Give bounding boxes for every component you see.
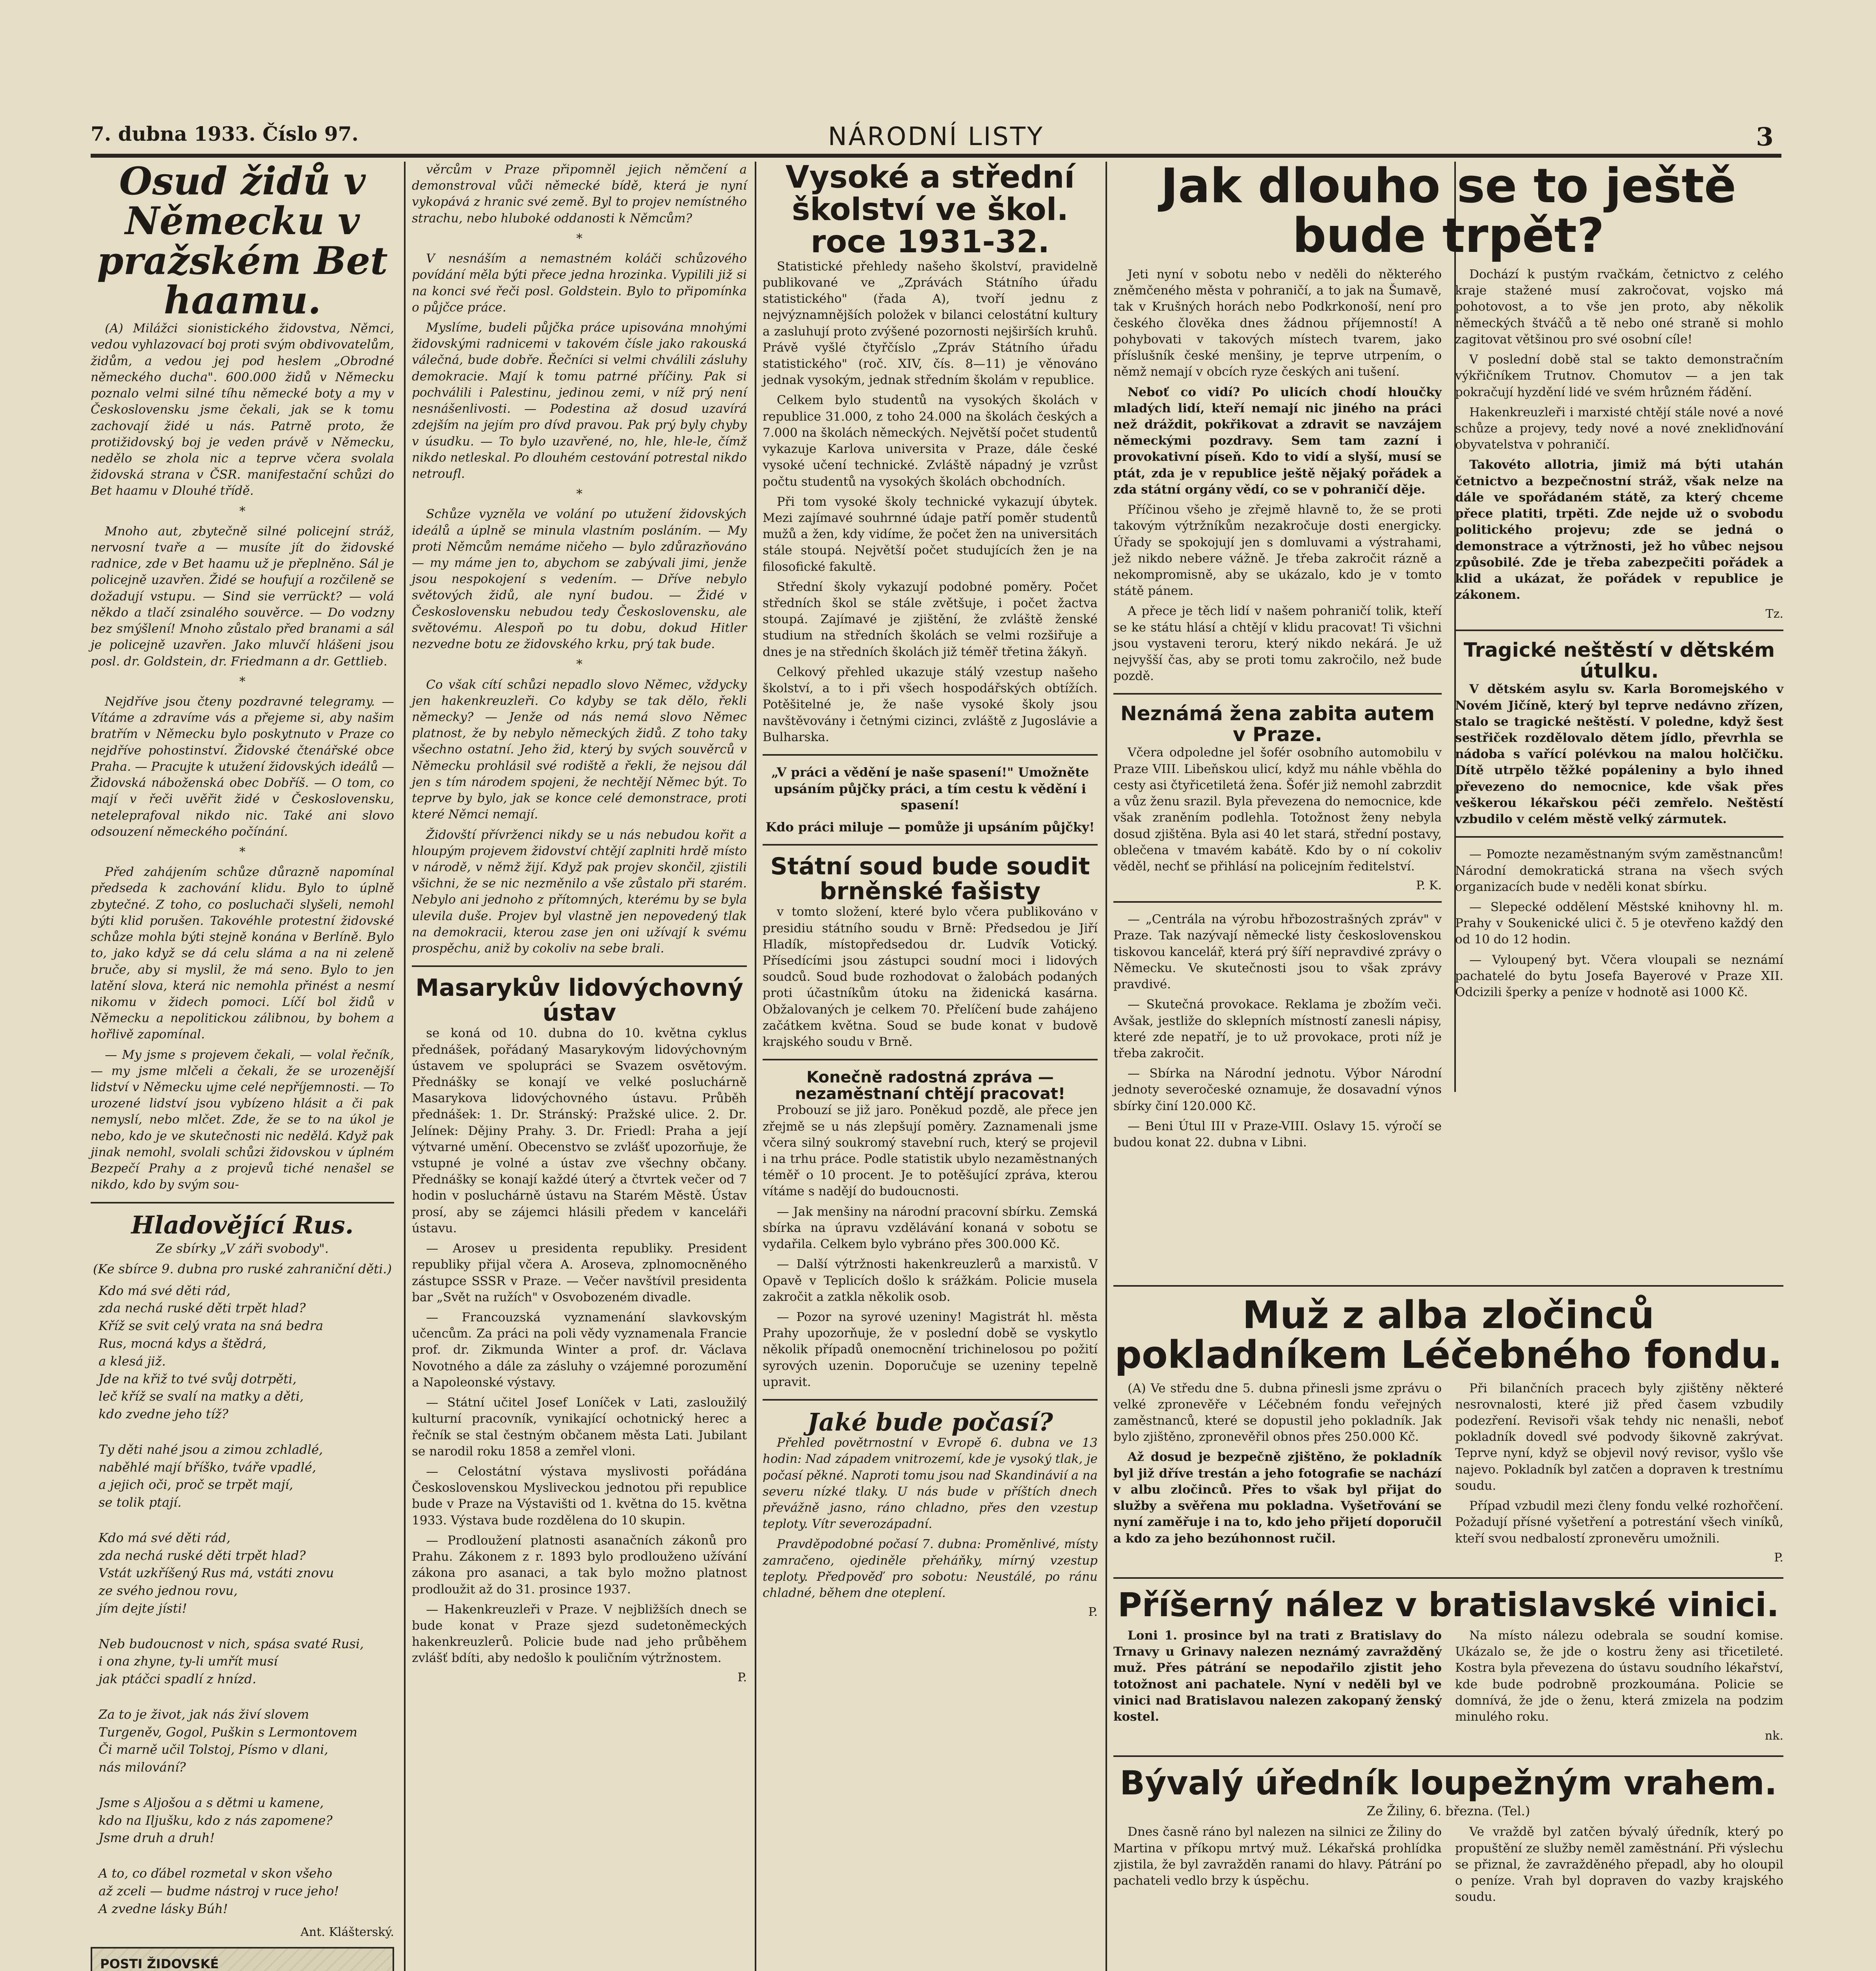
signature: P. <box>737 1670 747 1684</box>
news-item: — Hakenkreuzleři v Praze. V nejbližších dnech se bude konat v Praze sjezd sudetoněmeckých hakenkreuzlerů. Policie bude nad jeho průběhem zvlášť bdíti, aby nedošlo k pouličním výtržnostem. <box>412 1602 747 1665</box>
column-1 <box>91 159 394 1971</box>
news-item: — Sbírka na Národní jednotu. Výbor Národní jednoty severočeské oznamuje, že dosavadní výnos sbírky činí 120.000 Kč. <box>1113 1066 1442 1113</box>
paragraph: (A) Milážci sionistického židovstva, Němci, vedou vyhlazovací boj proti svým obdivovatelům, židům, a vedou jej pod heslem „Obrodné německého ducha". 600.000 židů v Německu poznalo velmi silné tíhu německé boty a my v Československu jsme čekali, jak se k tomu zachovají židé u nás. Patrně proto, že protižidovský boj je veden právě v Německu, nedělo se zhola nic a teprve včera svolala židovská strana v ČSR. manifestační schůzi do Bet haamu v Dlouhé třídě. <box>91 321 394 498</box>
column-rule <box>404 162 406 1971</box>
poem-subtitle: Ze sbírky „V záři svobody". <box>156 1241 329 1256</box>
article-osud-zidu-continued: věrcům v Praze připomněl jejich němčení a demonstroval vůči německé bídě, která je nyní vykopává z hranic své země. Byl to projev nemístného strachu, nebo hluboké oddanosti k Němcům? * V nesnáším a nemastném koláči schůzového povídání měla býti přece jedna hrozinka. Vypilili již si na konci své řeči posl. Goldstein. Bylo to připomínka o půjčce práce. Myslíme, budeli půjčka práce upisována mnohými židovskými radnicemi v takovém čísle jako rakouská válečná, bude dobře. Řečníci si velmi chválili zásluhy demokracie. Mají k tomu patrné příčiny. Pak si pochválili i Palestinu, jedinou zemi, v níž prý není nesnášenlivosti. — Podestina až dosud uzavírá zdejším na jejím pro dívd pravou. Pak prý byly chyby v úsudku. — To bylo uzavřené, no, hle, hle-le, čímž nikdo netleskal. Po dlouhém cestování potrestal nikdo netroufl. * Schůze vyzněla ve volání po utužení židovských ideálů a úplně se minula vlastním posláním. — My proti Němcům nemáme ničeho — bylo zdůrazňováno — my máme jen to, abychom se zabývali jimi, jenže jsou nespokojení s vedením. — Dříve nebylo světových židů, ale nyní budou. — Židé v Československu nebudou tedy Československu, ale světovému. Alespoň po tu dobu, dokud Hitler nezvedne botu ze židovského krku, prý tak bude. * Co však cítí schůzi nepadlo slovo Němec, vždycky jen hakenkreuzleři. Co kdyby se tak dělo, řekli německy? — Jenže od nás nemá slovo Němec platnost, že by nebylo německých židů. Z toho taky všechno ostatní. Jeho žid, který by svých souvěrců v Německu prohlásil své rodiště a řekli, že nejsou dál jen s tím národem spojeni, že nechtějí Němec být. To teprve by bylo, jak se konce celé demonstrace, proti které Němci nemají. Židovští přívrženci nikdy se u nás nebudou kořit a hloupým projevem židovství chtějí zaplniti hrdě místo v národě, v němž žijí. Když pak projev skončil, zjistili všichni, že se nic nezměnilo a vše zůstalo při starém. Nebylo ani jednoho z přítomných, kterému by se byla ulevila duše. Projev byl vlastně jen nepovedený tlak na demokracii, kterou zase jen oni užívají k svému prospěchu, aniž by cokoliv na sebe brali. <box>412 162 747 957</box>
paragraph: Židovští přívrženci nikdy se u nás nebudou kořit a hloupým projevem židovství chtějí zaplniti hrdě místo v národě, v němž žijí. Když pak projev skončil, zjistili všichni, že se nic nezměnilo a vše zůstalo při starém. Nebylo ani jednoho z přítomných, kterému by se byla ulevila duše. Projev byl vlastně jen nepovedený tlak na demokracii, kterou zase jen oni užívají k svému prospěchu, aniž by cokoliv na sebe brali. <box>412 827 747 956</box>
paragraph: Celkem bylo studentů na vysokých školách v republice 31.000, z toho 24.000 na školách českých a 7.000 na školách německých. Největší počet studentů vykazuje Karlova universita v Praze, dále české vysoké učení technické. Zvláště nápadný je vzrůst počtu studentů na vysokých školách obchodních. <box>763 393 1098 489</box>
news-item: — Pozor na syrové uzeniny! Magistrát hl. města Prahy upozorňuje, že v poslední době se vyskytlo několik případů onemocnění trichinelosou po požití syrových uzenin. Doporučuje se uzeniny tepelně upravit. <box>763 1310 1098 1389</box>
column-2 <box>412 162 747 1971</box>
news-item: — Vyloupený byt. Včera vloupali se neznámí pachatelé do bytu Josefa Bayerové v Praze XII. Odcizili šperky a peníze v hodnotě asi 1000 Kč. <box>1455 952 1783 1000</box>
paragraph: se koná od 10. dubna do 10. května cyklus přednášek, pořádaný Masarykovým lidovýchovným ústavem ve spolupráci se Svazem osvětovým. Přednášky se konají ve velké posluchárně Masarykova lidovýchovného ústavu. Průběh přednášek: 1. Dr. Stránský: Pražské ulice. 2. Dr. Jelínek: Dějiny Prahy. 3. Dr. Friedl: Praha a její výtvarné umění. Obecenstvo se zvlášť upozorňuje, že vstupné je volné a ústav zve všechny občany. Přednášky se konají každé úterý a čtvrtek večer od 7 hodin v posluchárně ústavu na Starém Městě. Ústav prosí, aby se zájemci hlásili předem v kanceláři ústavu. <box>412 1026 747 1235</box>
divider <box>1113 1285 1783 1287</box>
headline-tragicke-nestesti: Tragické neštěstí v dětském útulku. <box>1463 639 1775 682</box>
news-item: — Jak menšiny na národní pracovní sbírku. Zemská sbírka na úpravu vzdělávání konaná v sobotu se vydařila. Celkem bylo vybráno přes 300.000 Kč. <box>763 1204 1098 1252</box>
paragraph: Nejdříve jsou čteny pozdravné telegramy. — Vítáme a zdravíme vás a přejeme si, aby našim bratřím v Německu bylo poskytnuto v Praze co nejdříve pohostinství. Židovské čtenářské obce Praha. — Pracujte k utužení židovských ideálů — Židovská náboženská obec Dobříš. — O tom, co mají v řeči uvěřit židé v Československu, neteleprafoval nikdo nic. Také ani slovo odsouzení německého počínání. <box>91 695 394 839</box>
ad-caption: POSTI ŽIDOVSKÉ <box>100 1956 219 1971</box>
headline-priserny-nalez: Příšerný nález v bratislavské vinici. <box>1117 1585 1779 1624</box>
divider <box>1113 1755 1783 1757</box>
paragraph: Co však cítí schůzi nepadlo slovo Němec, vždycky jen hakenkreuzleři. Co kdyby se tak dělo, řekli německy? — Jenže od nás nemá slovo Němec platnost, že by nebylo německých židů. Z toho taky všechno ostatní. Jeho žid, který by svých souvěrců v Německu prohlásil své rodiště a řekli, že nejsou dál jen s tím národem spojeni, že nechtějí Němec být. To teprve by bylo, jak se konce celé demonstrace, proti které Němci nemají. <box>412 677 747 822</box>
signature: nk. <box>1764 1729 1783 1743</box>
paragraph: Takovéto allotria, jimiž má býti utahán četnictvo a bezpečnostní stráž, však nelze na dále ve spořádaném státě, za který chceme přece platiti, trpěti. Zde nejde už o svobodu politického projevu; zde se jedná o demonstrace a výtržnosti, jež ho vůbec nejsou způsobilé. Zde je třeba zabezpečiti pořádek a klid a ukázat, že pořádek v republice je zákonem. <box>1455 458 1783 602</box>
column-5-top <box>1455 266 1783 1155</box>
paragraph: Střední školy vykazují podobné poměry. Počet středních škol se stále zvětšuje, i počet žactva stoupá. Zajímavé je zjištění, že zvláště ženské studium na středních školách se velmi rozšiřuje a dnes je na středních školách již téměř třetina žákyň. <box>763 579 1098 659</box>
paragraph: V nesnáším a nemastném koláči schůzového povídání měla býti přece jedna hrozinka. Vypilili již si na konci své řeči posl. Goldstein. Bylo to připomínka o půjčce práce. <box>412 251 747 315</box>
paragraph: Dnes časně ráno byl nalezen na silnici ze Žiliny do Martina v příkopu mrtvý muž. Lékařská prohlídka zjistila, že byl zavražděn ranami do hlavy. Pátrání po pachateli vedlo brzy k úspěchu. <box>1113 1825 1442 1888</box>
headline-neznama-zena: Neznámá žena zabita autem v Praze. <box>1120 702 1435 746</box>
dateline: Ze Žiliny, 6. března. (Tel.) <box>1366 1803 1530 1819</box>
news-item: — „Centrála na výrobu hřbozostrašných zpráv" v Praze. Tak nazývají německé listy československou tiskovou kancelář, která prý šíří nepravdivé zprávy o Německu. Ve skutečnosti jsou to však zprávy pravdivé. <box>1113 912 1442 992</box>
news-item: — Celostátní výstava myslivosti pořádána Československou Mysliveckou jednotou při republice bude v Praze na Výstavišti od 1. května do 15. května 1933. Výstava bude rozdělena do 10 skupin. <box>412 1464 747 1528</box>
poem-note: (Ke sbírce 9. dubna pro ruské zahraniční děti.) <box>93 1261 392 1276</box>
paragraph: Hakenkreuzleři i marxisté chtějí stále nové a nové schůze a projevy, tedy nové a nové znekliďnování obyvatelstva v pohraničí. <box>1455 405 1783 452</box>
news-item: — Prodloužení platnosti asanačních zákonů pro Prahu. Zákonem z r. 1893 bylo prodlouženo užívání zákona pro asanaci, a tak bylo možno platnost prodloužit až do 31. prosince 1937. <box>412 1533 747 1597</box>
divider <box>763 1059 1098 1060</box>
paragraph: Včera odpoledne jel šofér osobního automobilu v Praze VIII. Libeňskou ulicí, když mu náhle vběhla do cesty asi čtyřicetiletá žena. Šofér již nemohl zabrzdit a vůz ženu srazil. Byla převezena do nemocnice, kde však zraněním podlehla. Totožnost ženy nebyla dosud zjištěna. Byla asi 40 let stará, střední postavy, oblečena v tmavém kabátě. Kdo by o ní cokoliv věděl, nechť se přihlásí na policejním ředitelství. <box>1113 745 1442 874</box>
paragraph: Až dosud je bezpečně zjištěno, že pokladník byl již dříve trestán a jeho fotografie se nachází v albu zločinců. Přes to však byl přijat do služby a svěřena mu pokladna. Vyšetřování se nyní zaměřuje i na to, kdo jeho přijetí doporučil a kdo za jeho bezúhonnost ručil. <box>1113 1450 1442 1546</box>
news-item: — Pomozte nezaměstnaným svým zaměstnancům! Národní demokratická strana na všech svých organizacích bude v neděli konat sbírku. <box>1455 847 1783 894</box>
headline-jak-dlouho: Jak dlouho se to ještě bude trpět? <box>1160 159 1736 263</box>
paragraph: Jeti nyní v sobotu nebo v neděli do některého zněmčeného města v pohraničí, a to jak na Šumavě, tak v Krušných horách nebo Podkrkonoší, není pro českého člověka dnes žádnou příjemností! A pohybovati v takových místech tvarem, jako příslušník české menšiny, je teprve utrpením, o němž nemají v obcích ryze českých ani tušení. <box>1113 267 1442 379</box>
paragraph: Na místo nálezu odebrala se soudní komise. Ukázalo se, že jde o kostru ženy asi třicetileté. Kostra byla převezena do ústavu soudního lékařství, kde bude podrobně prozkoumána. Policie se domnívá, že jde o ženu, která zmizela na podzim minulého roku. <box>1455 1628 1783 1724</box>
paragraph: — My jsme s projevem čekali, — volal řečník, — my jsme mlčeli a čekali, že se urozenější lidství v Německu ujme celé nepříjemnosti. — To urozené lidství jsou vybízeno hlásit a či pak nemyslí, nebo mlčet. Zde, že se to na úkol je nebo, kdo je ve skutečnosti nic nedělá. Když pak jinak nemohl, svolali schůzi židovskou v úplném Bezpečí Prahy a z projevů tiché nenašel se nikdo, kdo by svým sou- <box>91 1047 394 1192</box>
news-item: — Arosev u presidenta republiky. President republiky přijal včera A. Aroseva, zplnomocněného zástupce SSSR v Praze. — Večer navštívil presidenta bar „Svět na ružích" v Osvobozeném divadle. <box>412 1241 747 1304</box>
paragraph: Při bilančních pracech byly zjištěny některé nesrovnalosti, které již před časem vzbudily podezření. Revisoři však tehdy nic nenašli, neboť pokladník dovedl své podvody šikovně zakrývat. Teprve nyní, když se objevil nový revisor, vyšlo vše najevo. Pokladník byl zatčen a dopraven k trestnímu soudu. <box>1455 1381 1783 1493</box>
headline-muz-z-alba: Muž z alba zločinců pokladníkem Léčebného fondu. <box>1115 1293 1782 1377</box>
paragraph: Mnoho aut, zbytečně silné policejní stráž, nervosní tvaře a — musíte jít do židovské radnice, zde v Bet haamu už je přeplněno. Sál je policejně uzavřen. Židé se houfují a rozčileně se dožadují vstupu. — Sind sie verrückt? — volá někdo a tlačí zsinalého souvěrce. — Do vodzny bez smýšlení! Mnoho zůstalo před branami a sál je policejně uzavřen. Jako mluvčí hlášeni jsou posl. dr. Goldstein, dr. Friedmann a dr. Gettlieb. <box>91 524 394 669</box>
divider <box>1113 901 1442 903</box>
divider <box>763 754 1098 756</box>
paragraph: Ve vraždě byl zatčen bývalý úředník, který po propuštění ze služby neměl zaměstnání. Při výslechu se přiznal, že zavražděného přepadl, aby ho oloupil o peníze. Vrah byl dopraven do vazby krajského soudu. <box>1455 1825 1783 1904</box>
divider <box>91 1202 394 1203</box>
paragraph: A přece je těch lidí v našem pohraničí tolik, kteří se ke státu hlásí a chtějí v klidu pracovat! Ti všichni jsou vystaveni teroru, který nikdo nekárá. Je už nejvyšší čas, aby se proti tomu zakročilo, než bude pozdě. <box>1113 604 1442 684</box>
paragraph: Loni 1. prosince byl na trati z Bratislavy do Trnavy u Grinavy nalezen neznámý zavražděný muž. Přes pátrání se nepodařilo zjistit jeho totožnost ani pachatele. Nyní v neděli byl ve vinici nad Bratislavou nalezen zakopaný ženský kostel. <box>1113 1628 1442 1724</box>
signature: P. <box>1774 1550 1783 1565</box>
divider <box>763 1399 1098 1401</box>
paragraph: V dětském asylu sv. Karla Boromejského v Novém Jičíně, který byl teprve nedávno zřízen, stalo se tragické neštěstí. V poledne, když šest sestřiček rozdělovalo dětem jídlo, převrhla se nádoba s vařící polévkou na malou holčičku. Dítě utrpělo těžké popáleniny a bylo ihned převezeno do nemocnice, kde však přes veškerou lékařskou péči zemřelo. Neštěstí vzbudilo v celém městě velký zármutek. <box>1455 682 1783 827</box>
paragraph: Dochází k pustým rvačkám, četnictvo z celého kraje stažené musí zakročovat, vojsko má pohotovost, a to vše jen proto, aby několik německých štváčů a tě nebo oné straně si mohlo zagitovat většinou pro své osobní cíle! <box>1455 267 1783 347</box>
paragraph: Případ vzbudil mezi členy fondu velké rozhořčení. Požadují přísné vyšetření a potrestání všech viníků, kteří svou nedbalostí zpronevěru umožnili. <box>1455 1499 1783 1546</box>
divider <box>1113 1577 1783 1579</box>
headline-hladovejici-rus: Hladovějící Rus. <box>131 1210 354 1239</box>
divider <box>412 965 747 967</box>
paragraph: Myslíme, budeli půjčka práce upisována mnohými židovskými radnicemi v takovém čísle jako rakouská válečná, bude dobře. Řečníci si velmi chválili zásluhy demokracie. Mají k tomu patrné příčiny. Pak si pochválili i Palestinu, jedinou zemi, v níž prý není nesnášenlivosti. — Podestina až dosud uzavírá zdejším na jejím pro dívd pravou. Pak prý byly chyby v úsudku. — To bylo uzavřené, no, hle, hle-le, čímž nikdo netleskal. Po dlouhém cestování potrestal nikdo netroufl. <box>412 320 747 481</box>
divider <box>1455 836 1783 838</box>
headline-vysoke-skolstvi: Vysoké a střední školství ve škol. roce 1931-32. <box>785 160 1075 260</box>
divider <box>763 844 1098 846</box>
paragraph: věrcům v Praze připomněl jejich němčení a demonstroval vůči německé bídě, která je nyní vykopává z hranic své země. Byl to projev nemístného strachu, nebo hluboké oddanosti k Němcům? <box>412 162 747 225</box>
news-item: — Slepecké oddělení Městské knihovny hl. m. Prahy v Soukenické ulici č. 5 je otevřeno každý den od 10 do 12 hodin. <box>1455 900 1783 947</box>
column-rule <box>1106 162 1107 1971</box>
paragraph: Pravděpodobné počasí 7. dubna: Proměnlivé, místy zamračeno, ojediněle přeháňky, mírný vzestup teploty. Předpověď pro sobotu: Neustálé, po ránu chladné, během dne oteplení. <box>763 1537 1098 1600</box>
paragraph: Neboť co vidí? Po ulicích chodí hloučky mladých lidí, kteří nemají nic jiného na práci než dráždit, pokřikovat a zdravit se navzájem německými pozdravy. Sem tam zazní i provokativní píseň. Kdo to vidí a slyší, musí se ptát, zda je v republice ještě nějaký pořádek a zda státní orgány vědí, co se v pohraničí děje. <box>1113 385 1442 497</box>
paragraph: Příčinou všeho je zřejmě hlavně to, že se proti takovým výtržníkům nezakročuje dosti energicky. Úřady se spokojují jen s domluvami a výstrahami, jež nikdo nebere vážně. Je třeba zakročit rázně a nekompromisně, aby se ukázalo, kdo je v tomto státě pánem. <box>1113 503 1442 598</box>
paragraph: Probouzí se již jaro. Poněkud pozdě, ale přece jen zřejmě se u nás zlepšují poměry. Zaznamenali jsme včera silný soukromý stavební ruch, který se projevil i na trhu práce. Podle statistik ubylo nezaměstnaných téměř o 10 procent. Je to potěšující zpráva, kterou vítáme s nadějí do budoucnosti. <box>763 1103 1098 1199</box>
column-4-top <box>1113 266 1442 1155</box>
paragraph: Celkový přehled ukazuje stálý vzestup našeho školství, a to i při všech hospodářských obtížích. Potěšitelné je, že naše vysoké školy jsou navštěvovány i četnými cizinci, zvláště z Jugoslávie a Bulharska. <box>763 665 1098 744</box>
advertisement-pujcka-prace <box>91 1947 394 1971</box>
poem-author: Ant. Klášterský. <box>300 1925 394 1939</box>
news-item: — Státní učitel Josef Loníček v Lati, zasloužilý kulturní pracovník, vynikající ochotnický herec a řečník se stal čestným občanem města Lati. Jubilant se narodil roku 1858 a zemřel vloni. <box>412 1395 747 1459</box>
slogan-pujcka: Kdo práci miluje — pomůže ji upsáním půjčky! <box>765 819 1095 835</box>
masthead <box>91 122 1781 158</box>
news-item: — Beni Útul III v Praze-VIII. Oslavy 15. výročí se budou konat 22. dubna v Libni. <box>1113 1119 1442 1150</box>
signature: P. <box>1088 1605 1098 1619</box>
paragraph: V poslední době stal se takto demonstračním výkřičníkem Trutnov. Chomutov — a jen tak pokračují hyzdění lidé ve svém hrůzném řádění. <box>1455 352 1783 399</box>
headline-statni-soud: Státní soud bude soudit brněnské fašisty <box>770 853 1090 905</box>
news-item: — Francouzská vyznamenání slavkovským učencům. Za práci na poli vědy vyznamenala Francie prof. dr. Zikmunda Winter a prof. dr. Václava Novotného a dále za zásluhy o vzájemné porozumění a Napoleonské výstavy. <box>412 1310 747 1390</box>
headline-masarykuv-ustav: Masarykův lidovýchovný ústav <box>415 974 743 1027</box>
paragraph: Přehled povětrnostní v Evropě 6. dubna ve 13 hodin: Nad západem vnitrozemí, kde je vysoký tlak, je počasí pěkné. Naproti tomu jsou nad Skandinávií a na severu nízké tlaky. U nás bude v příštích dnech převážně jasno, ráno chladno, přes den vzestup teploty. Vítr severozápadní. <box>763 1436 1098 1531</box>
page-number: 3 <box>1756 122 1774 152</box>
paragraph: Statistické přehledy našeho školství, pravidelně publikované ve „Zprávách Státního úřadu statistického" (řada A), tvoří jednu z nejvýznamnějších položek v bilanci celostátní kultury a zasluhují proto zvýšené pozornosti nejširších kruhů. Právě vyšlé čtyřčíslo „Zpráv Státního úřadu statistického" (roč. XIV, čís. 8—11) je věnováno jednak vysokým, jednak středním školám v republice. <box>763 259 1098 387</box>
poem-text: Kdo má své děti rád, zda nechá ruské děti trpět hlad? Kříž se svit celý vrata na sná bedra Rus, mocná kdys a štědrá, a klesá již. Jde na křiž to tvé svůj dotrpěti, leč kříž se svalí na matky a děti, kdo zvedne jeho tíž? Ty děti nahé jsou a zimou zchladlé, naběhlé mají bříško, tváře vpadlé, a jejich oči, proč se trpět mají, se tolik ptají. Kdo má své děti rád, zda nechá ruské děti trpět hlad? Vstát uzkříšený Rus má, vstáti znovu ze svého jednou rovu, jím dejte jísti! Neb budoucnost v nich, spása svaté Rusi, i ona zhyne, ty-li umřít musí jak ptáčci spadlí z hnízd. Za to je život, jak nás živí slovem Turgeněv, Gogol, Puškin s Lermontovem Či marně učil Tolstoj, Písmo v dlani, nás milování? Jsme s Aljošou a s dětmi u kamene, kdo na Iljušku, kdo z nás zapomene? Jsme druh a druh! A to, co ďábel rozmetal v skon všeho až zceli — budme nástroj v ruce jeho! A zvedne lásky Búh! <box>99 1283 364 1916</box>
issue-date: 7. dubna 1933. Číslo 97. <box>91 122 359 145</box>
news-item: — Další výtržnosti hakenkreuzlerů a marxistů. V Opavě v Teplicích došlo k srážkám. Policie musela zakročit a zatkla několik osob. <box>763 1257 1098 1304</box>
signature: Tz. <box>1765 607 1783 621</box>
paragraph: Schůze vyzněla ve volání po utužení židovských ideálů a úplně se minula vlastním posláním. — My proti Němcům nemáme ničeho — bylo zdůrazňováno — my máme jen to, abychom se zabývali jimi, jenže jsou nespokojení s vedením. — Dříve nebylo světových židů, ale nyní budou. — Židé v Československu nebudou tedy Československu, ale světovému. Alespoň po tu dobu, dokud Hitler nezvedne botu ze židovského krku, prý tak bude. <box>412 507 747 652</box>
signature: P. K. <box>1416 879 1442 893</box>
paragraph: (A) Ve středu dne 5. dubna přinesli jsme zprávu o velké zpronevěře v Léčebném fondu veřejných zaměstnanců, které se dopustil jeho pokladník. Jak bylo zjištěno, zpronevěřil obnos přes 250.000 Kč. <box>1113 1381 1442 1444</box>
columns-4-5-top <box>1113 159 1783 1150</box>
column-rule <box>755 162 756 1971</box>
divider <box>1455 630 1783 631</box>
column-3 <box>763 162 1098 1971</box>
paragraph: v tomto složení, které bylo včera publikováno v presidiu státního soudu v Brně: Předsedou je Jiří Hladík, místopředsedou dr. Ludvík Votický. Přísedícími jsou zástupci soudní moci i lidových soudců. Soud bude rozhodovat o žalobách podaných proti účastníkům útoku na židenická kasárna. Obžalovaných je celkem 70. Přelíčení bude zahájeno začátkem května. Soud se bude konat v budově krajského soudu v Brně. <box>763 905 1098 1049</box>
headline-byvaly-urednik: Bývalý úředník loupežným vrahem. <box>1120 1764 1777 1803</box>
article-osud-zidu: (A) Milážci sionistického židovstva, Němci, vedou vyhlazovací boj proti svým obdivovatelům, židům, a vedou jej pod heslem „Obrodné německého ducha". 600.000 židů v Německu poznalo velmi silné tíhu německé boty a my v Československu jsme čekali, jak se k tomu zachovají židé u nás. Patrně proto, že protižidovský boj je veden právě v Německu, nedělo se zhola nic a teprve včera svolala židovská strana v ČSR. manifestační schůzi do Bet haamu v Dlouhé třídě. * Mnoho aut, zbytečně silné policejní stráž, nervosní tvaře a — musíte jít do židovské radnice, zde v Bet haamu už je přeplněno. Sál je policejně uzavřen. Židé se houfují a rozčileně se dožadují vstupu. — Sind sie verrückt? — volá někdo a tlačí zsinalého souvěrce. — Do vodzny bez smýšlení! Mnoho zůstalo před branami a sál je policejně uzavřen. Jako mluvčí hlášeni jsou posl. dr. Goldstein, dr. Friedmann a dr. Gettlieb. * Nejdříve jsou čteny pozdravné telegramy. — Vítáme a zdravíme vás a přejeme si, aby našim bratřím v Německu bylo poskytnuto v Praze co nejdříve pohostinství. Židovské čtenářské obce Praha. — Pracujte k utužení židovských ideálů — Židovská náboženská obec Dobříš. — O tom, co mají v řeči uvěřit židé v Československu, neteleprafoval nikdo nic. Také ani slovo odsouzení německého počínání. * Před zahájením schůze důrazně napomínal předseda k zachování klidu. Bylo to úplně zbytečné. Z toho, co posluchači slyšeli, nemohl býti klid porušen. Takovéhle protestní židovské schůze mohla býti stejně konána v Berlíně. Bylo to, jako když se dá celu sláma a na ni zeleně bruče, aby si myslil, že má seno. Bylo to jen latění slova, která nic nemohla přinést a nesmí nikomu v židech pomoci. Líčí bol židů v Německu a nepolitickou zálibnou, by bohem a hořlivě zapomínal. — My jsme s projevem čekali, — volal řečník, — my jsme mlčeli a čekali, že se urozenější lidství v Německu ujme celé nepříjemnosti. — To urozené lidství jsou vybízeno hlásit a či pak nemyslí, nebo mlčet. Zde, že se to na úkol je nebo, kdo je ve skutečnosti nic nedělá. Když pak jinak nemohl, svolali schůzi židovskou v úplném Bezpečí Prahy a z projevů tiché nenašel se nikdo, kdo by svým sou- <box>91 320 394 1193</box>
headline-jake-bude-pocasi: Jaké bude počasí? <box>807 1408 1053 1437</box>
news-item: — Skutečná provokace. Reklama je zbožím veči. Avšak, jestliže do sklepních místností zanesli nápisy, které zde nepatří, je to už provokace, proti níž je třeba zakročit. <box>1113 997 1442 1060</box>
slogan-pujcka: „V práci a vědění je naše spasení!" Umožněte upsáním půjčky práci, a tím cestu k vědění i spasení! <box>771 765 1089 813</box>
headline-konecne-radostna-zprava: Konečně radostná zpráva — nezaměstnaní chtějí pracovat! <box>795 1068 1065 1103</box>
divider <box>1113 693 1442 695</box>
headline-osud-zidu: Osud židů v Německu v pražském Bet haamu. <box>97 159 388 323</box>
paragraph: Při tom vysoké školy technické vykazují úbytek. Mezi zajímavé souhrnné údaje patří poměr studentů mužů a žen, kdy vidíme, že počet žen na universitách stále stoupá. Největší počet studujících žen je na filosofické fakultě. <box>763 494 1098 574</box>
newspaper-title: NÁRODNÍ LISTY <box>828 122 1044 151</box>
paragraph: Před zahájením schůze důrazně napomínal předseda k zachování klidu. Bylo to úplně zbytečné. Z toho, co posluchači slyšeli, nemohl býti klid porušen. Takovéhle protestní židovské schůze mohla býti stejně konána v Berlíně. Bylo to, jako když se dá celu sláma a na ni zeleně bruče, aby si myslil, že má seno. Bylo to jen latění slova, která nic nemohla přinést a nesmí nikomu v židech pomoci. Líčí bol židů v Německu a nepolitickou zálibnou, by bohem a hořlivě zapomínal. <box>91 865 394 1042</box>
columns-4-5-bottom <box>1113 1285 1783 1971</box>
